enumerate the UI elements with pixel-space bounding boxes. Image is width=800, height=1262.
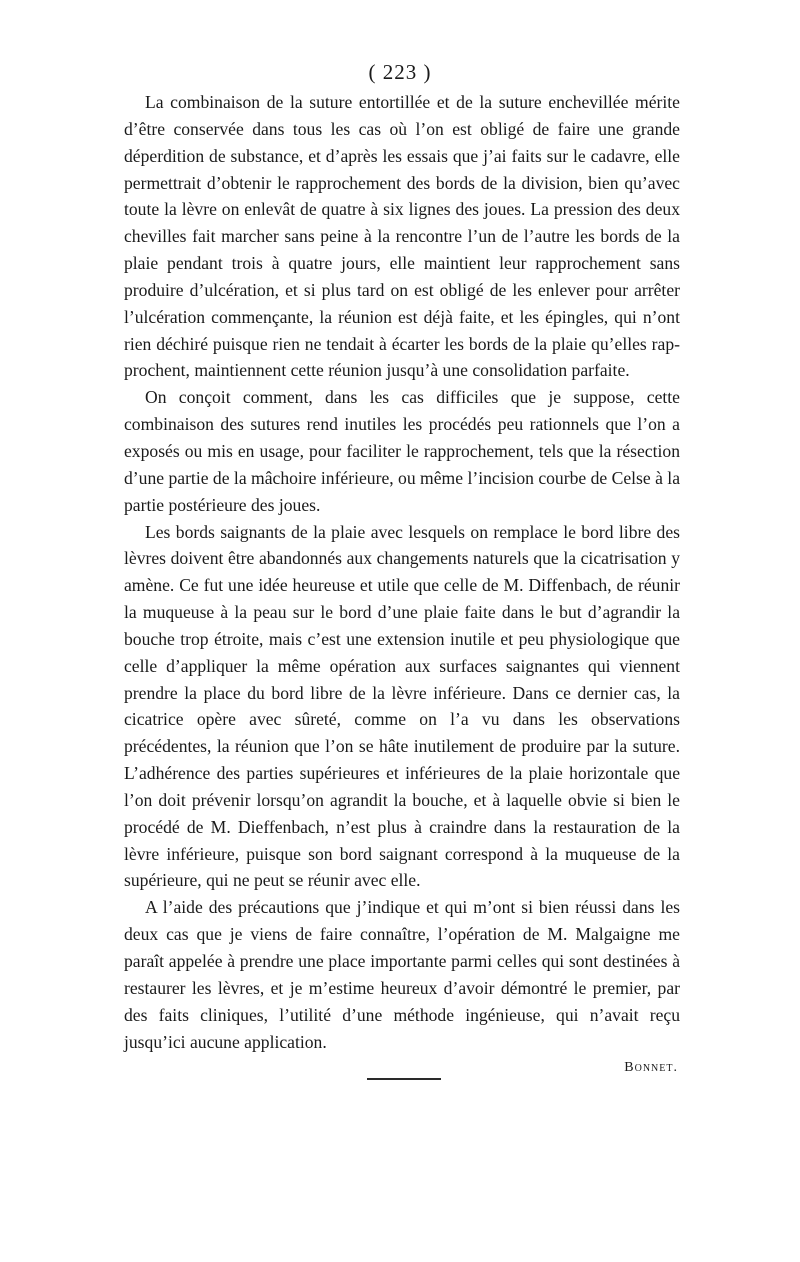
paragraph-2: On conçoit comment, dans les cas difficiles que je suppose, cette combinaison des sutures rend inutiles les procédés peu rationnels que l’on a exposés ou mis en usage, pour faciliter le rapprochement, tels que la résection d’une partie de la mâchoire inférieure, ou même l’incision courbe de Celse à la partie postérieure des joues.	[124, 387, 680, 515]
end-rule	[367, 1078, 441, 1080]
paragraph-3: Les bords saignants de la plaie avec lesquels on remplace le bord libre des lèvres doivent être abandonnés aux changements naturels que la cicatrisation y amène. Ce fut une idée heureuse et utile que celle de M. Diffenbach, de réunir la muqueuse à la peau sur le bord d’une plaie faite dans le but d’agrandir la bouche trop étroite, mais c’est une extension inutile et peu physiologique que celle d’appliquer la même opération aux surfaces saignantes qui viennent prendre la place du bord libre de la lèvre inférieure. Dans ce dernier cas, la cicatrice opère avec sûreté, comme on l’a vu dans les observations précédentes, la réunion que l’on se hâte inutilement de produire par la suture. L’adhérence des parties supérieures et inférieures de la plaie horizontale que l’on doit prévenir lorsqu’on agrandit la bouche, et à laquelle obvie si bien le procédé de M. Dieffenbach, n’est plus à craindre dans la restauration de la lèvre inférieure, puisque son bord saignant correspond à la muqueuse de la supérieure, qui ne peut se réunir avec elle.	[124, 521, 680, 891]
author-signature: Bonnet.	[624, 1060, 678, 1076]
body-text	[124, 89, 680, 1082]
paragraph-4: A l’aide des précautions que j’indique et qui m’ont si bien réussi dans les deux cas que je viens de faire connaître, l’opération de M. Malgaigne me paraît appelée à prendre une place importante parmi celles qui sont destinées à restaurer les lèvres, et je m’estime heureux d’avoir démontré le premier, par des faits cliniques, l’utilité d’une méthode ingénieuse, qui n’avait reçu jusqu’ici aucune application.	[124, 897, 680, 1052]
paragraph-1: La combinaison de la suture entortillée et de la suture enchevillée mérite d’être conservée dans tous les cas où l’on est obligé de faire une grande déperdition de substance, et d’après les essais que j’ai faits sur le cadavre, elle permettrait d’obtenir le rapprochement des bords de la division, bien qu’avec toute la lèvre on enlevât de quatre à six lignes des joues. La pression des deux chevilles fait marcher sans peine à la rencontre l’un de l’autre les bords de la plaie pendant trois à quatre jours, elle maintient leur rapprochement sans produire d’ulcération, et si plus tard on est obligé de les enlever pour arrêter l’ulcération commençante, la réunion est déjà faite, et les épingles, qui n’ont rien déchiré puisque rien ne tendait à écarter les bords de la plaie qu’elles rapprochent, maintiennent cette réunion jusqu’à une consolidation parfaite.	[124, 92, 680, 381]
page-number: ( 223 )	[368, 60, 432, 84]
